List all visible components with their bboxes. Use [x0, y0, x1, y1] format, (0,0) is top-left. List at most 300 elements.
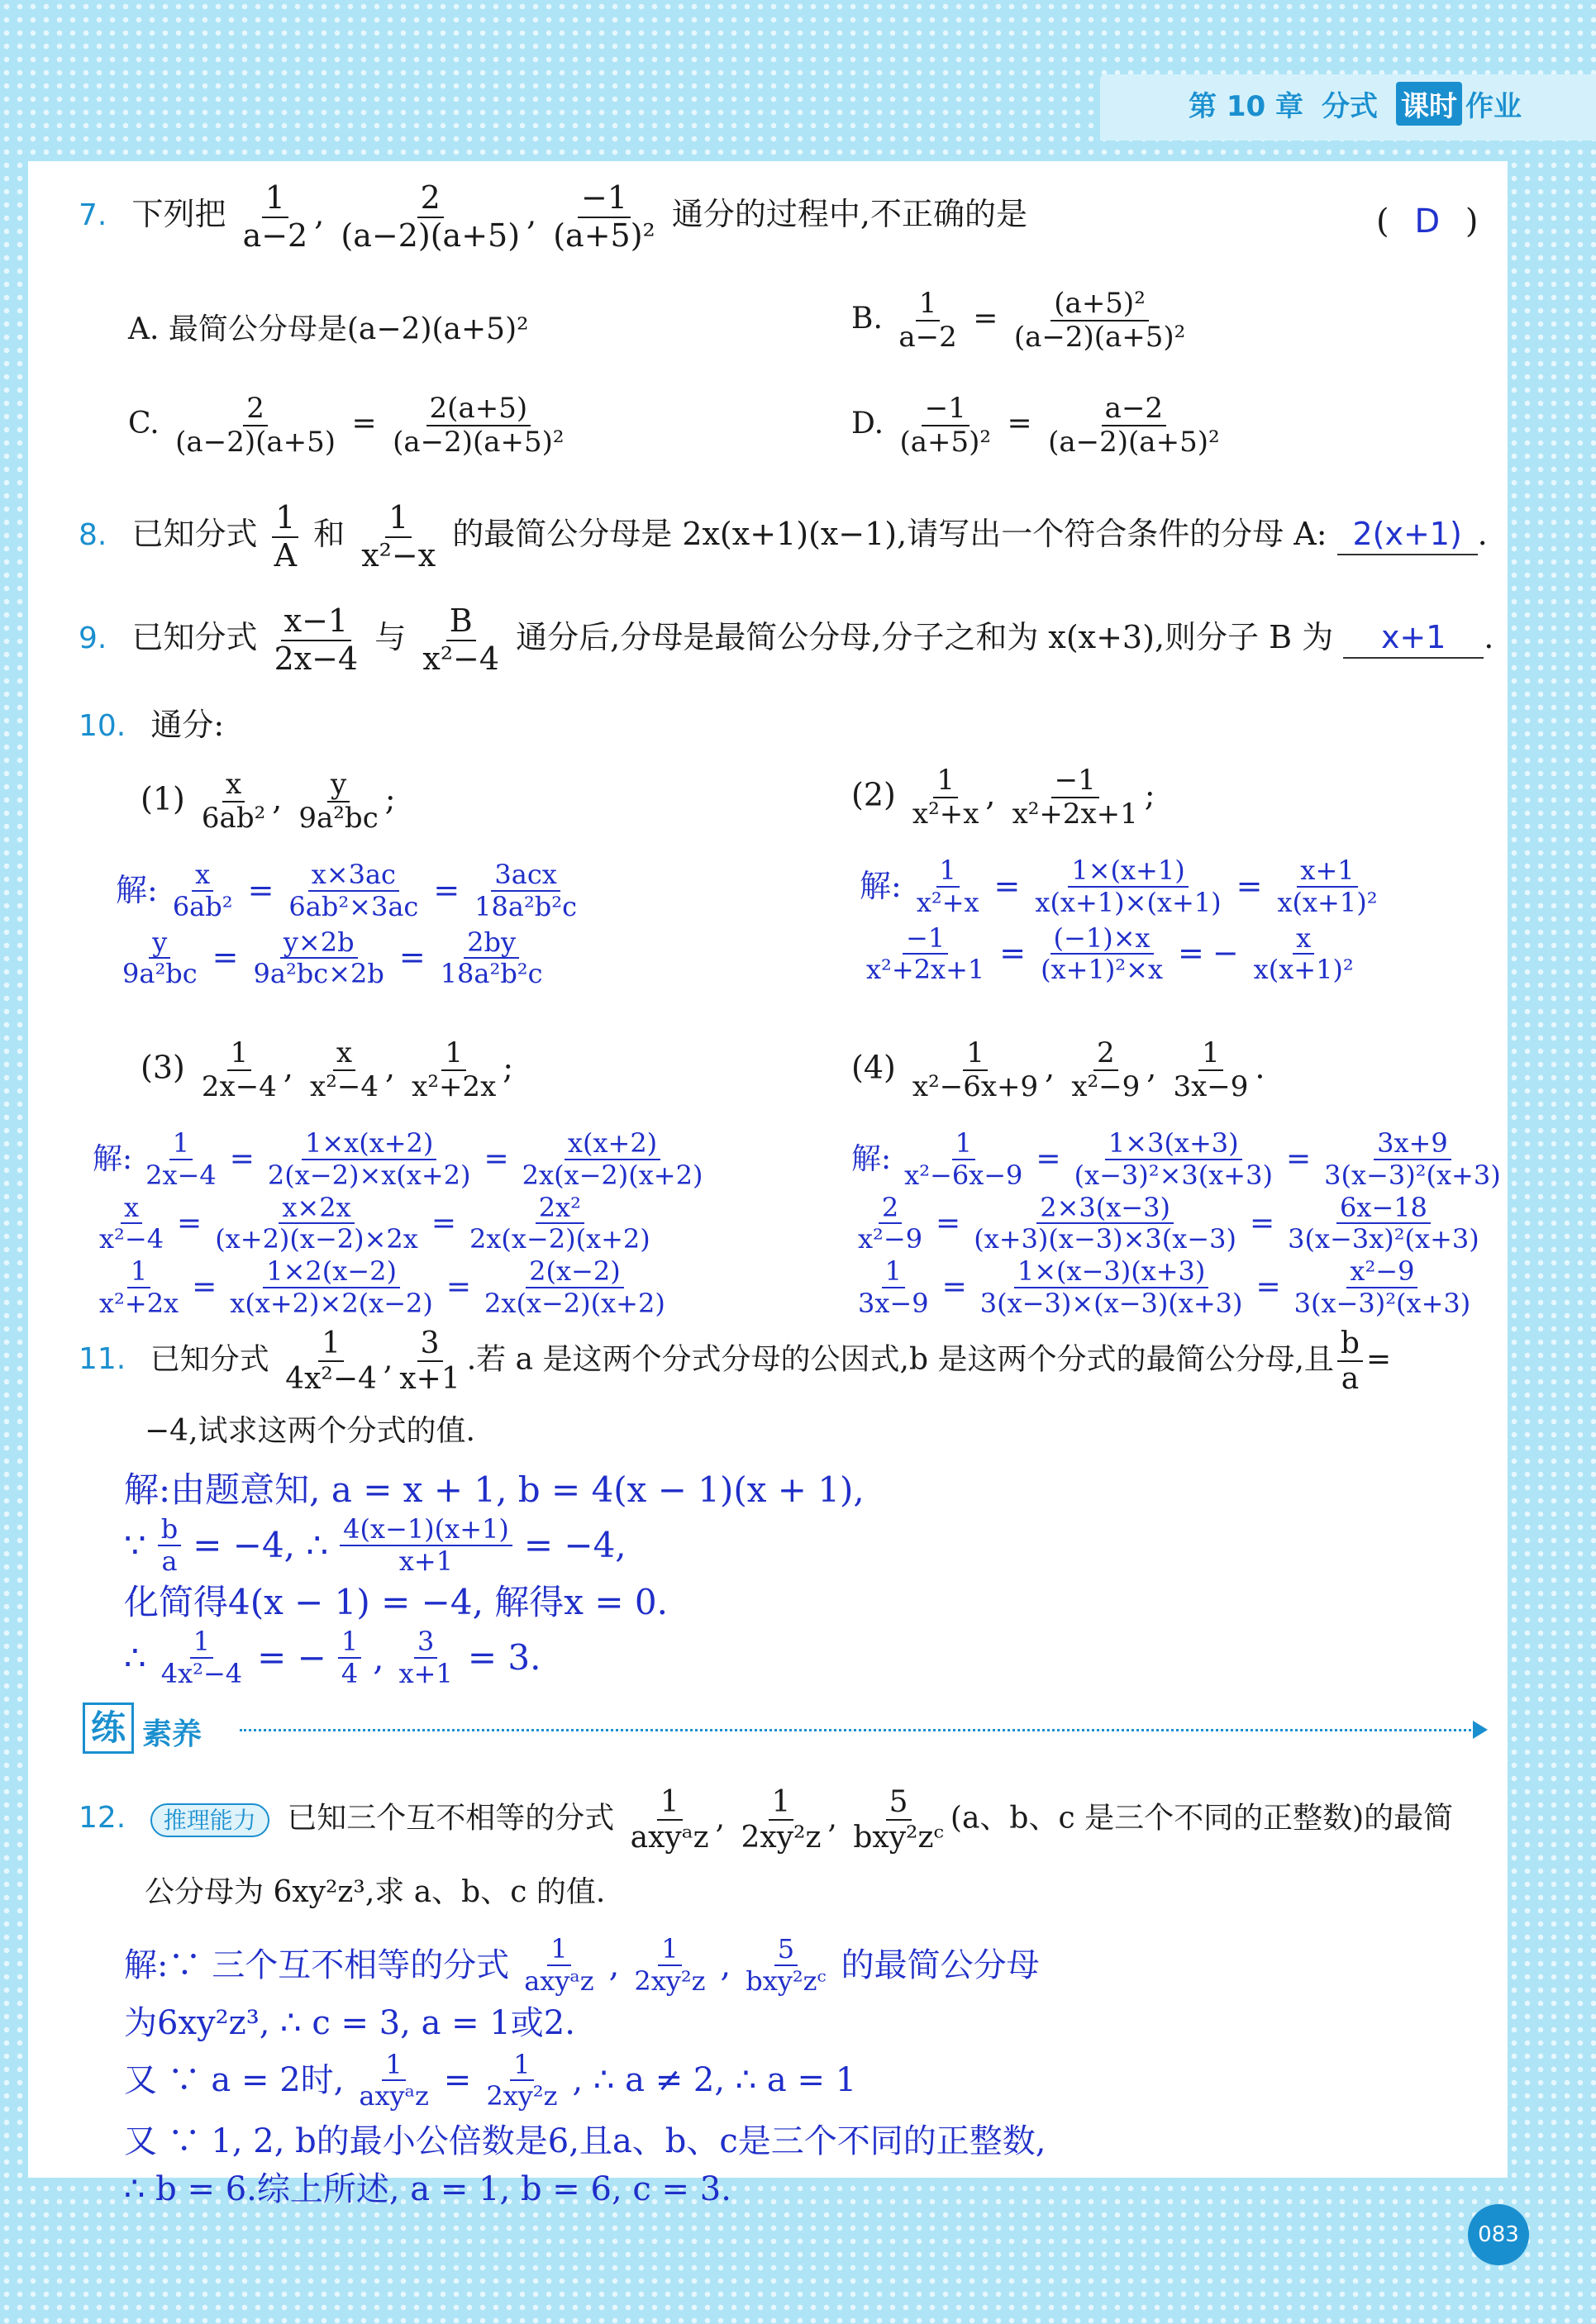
- fraction: [1031, 855, 1224, 918]
- numerator: 1: [262, 180, 288, 218]
- text: 的最简公分母: [841, 1945, 1040, 1984]
- fraction: [419, 603, 503, 677]
- equals: =: [431, 1206, 456, 1241]
- denominator: 3x−9: [1173, 1070, 1249, 1104]
- denominator: x²−6x+9: [912, 1070, 1039, 1104]
- denominator: (x−3)²×3(x+3): [1074, 1159, 1273, 1191]
- question-text: 已知三个互不相等的分式: [287, 1801, 615, 1836]
- fraction: [471, 860, 580, 922]
- solution-10-1: [116, 860, 584, 989]
- answer-blank: x+1: [1343, 619, 1484, 659]
- arrow-right-icon: [1473, 1721, 1488, 1739]
- numerator: 3: [414, 1626, 437, 1659]
- question-text: 下列把: [131, 196, 226, 233]
- question-text: 和: [313, 516, 345, 553]
- fraction: [1251, 923, 1357, 986]
- option-label: B.: [851, 302, 883, 336]
- denominator: x(x+1)²: [1277, 886, 1378, 918]
- solution-line: [124, 1514, 865, 1577]
- denominator: 4: [341, 1657, 359, 1689]
- q10-part-1: (1) $\frac{x}{\text{6ab²}}$ , $\frac{y}{\text{9a²bc}}$ ;: [141, 768, 396, 836]
- denominator: 3(x−3)²(x+3): [1324, 1159, 1501, 1191]
- denominator: 2xy²z: [741, 1821, 822, 1855]
- denominator: (a−2)(a+5)²: [393, 426, 565, 460]
- numerator: 1: [227, 1037, 252, 1071]
- numerator: 1: [916, 288, 941, 321]
- equals: =: [1255, 1270, 1281, 1305]
- denominator: 2x−4: [145, 1159, 217, 1191]
- fraction: [250, 927, 388, 990]
- option-a: A. 最简公分母是(a−2)(a+5)²: [128, 312, 529, 346]
- equals: =: [433, 871, 460, 908]
- text: 解:∵ 三个互不相等的分式: [124, 1945, 510, 1984]
- question-text: 与: [374, 619, 407, 656]
- text: 又 ∵ a = 2时,: [124, 2061, 345, 2100]
- denominator: 9a²bc: [298, 802, 379, 836]
- denominator: A: [274, 536, 298, 574]
- denominator: (x+3)(x−3)×3(x−3): [974, 1223, 1236, 1255]
- denominator: x²+2x: [99, 1287, 179, 1319]
- question-text: .若 a 是这两个分式分母的公因式,b 是这两个分式的最简公分母,且: [466, 1342, 1334, 1377]
- denominator: 2x−4: [274, 640, 359, 677]
- fraction: [481, 1256, 669, 1319]
- numerator: 1: [933, 764, 958, 798]
- equals: =: [484, 1142, 509, 1176]
- fraction: [169, 860, 236, 922]
- numerator: a−2: [1102, 393, 1166, 426]
- question-text: 已知分式: [150, 1342, 269, 1377]
- denominator: 3(x−3)×(x−3)(x+3): [979, 1287, 1243, 1319]
- numerator: 2(x−2): [526, 1256, 624, 1288]
- option-label: C.: [128, 407, 160, 441]
- topic-label: 分式: [1322, 89, 1378, 123]
- question-text: 已知分式: [131, 619, 258, 656]
- denominator: a−2: [242, 217, 308, 254]
- numerator: 1: [190, 1626, 213, 1659]
- fraction: [1170, 1037, 1251, 1103]
- numerator: 1: [952, 1128, 975, 1160]
- numerator: −1: [1051, 764, 1099, 798]
- text: ,: [373, 1636, 384, 1678]
- fraction: [895, 288, 960, 354]
- text: = 3.: [467, 1636, 541, 1678]
- question-8: [79, 500, 1488, 574]
- fraction: [142, 1128, 220, 1191]
- denominator: a−2: [898, 321, 957, 355]
- fraction: [358, 500, 439, 574]
- solution-line: ∴ b = 6.综上所述, a = 1, b = 6, c = 3.: [124, 2170, 731, 2209]
- brand-box: 课时: [1396, 82, 1462, 126]
- fraction: [198, 1037, 280, 1103]
- numerator: −1: [922, 393, 970, 426]
- denominator: (a−2)(a+5)²: [1048, 426, 1220, 460]
- denominator: x(x+1)²: [1253, 954, 1354, 986]
- denominator: axyᵃz: [630, 1821, 709, 1855]
- numerator: 2: [243, 393, 268, 426]
- answer-blank: 2(x+1): [1337, 516, 1478, 555]
- fraction: [631, 1934, 708, 1997]
- solution-line: 解:∵ 三个互不相等的分式 $\frac{1}{\text{axyᵃz}}$ , $\frac{1}{\text{2xy²z}}$ , $\frac{5}{\text{bxy²zᶜ}}$ 的最简公分母: [124, 1933, 1040, 1997]
- fraction: [271, 500, 300, 574]
- denominator: (a−2)(a+5): [175, 426, 336, 460]
- numerator: 1: [272, 500, 298, 538]
- punct: ;: [503, 1049, 514, 1086]
- equals: =: [247, 871, 274, 908]
- numerator: 2: [417, 180, 444, 218]
- denominator: x²−4: [99, 1223, 164, 1255]
- brand-text: 作业: [1465, 89, 1522, 123]
- chapter-label: 第 10 章: [1189, 89, 1303, 123]
- equals: =: [941, 1270, 967, 1305]
- question-number: 10.: [79, 709, 126, 743]
- answer-bracket: [1376, 202, 1478, 241]
- denominator: x²+2x+1: [1012, 798, 1138, 831]
- fraction: [1045, 393, 1222, 459]
- question-text: 的最简公分母是 2x(x+1)(x−1),请写出一个符合条件的分母 A:: [452, 516, 1327, 553]
- numerator: 1×3(x+3): [1105, 1128, 1242, 1160]
- denominator: x²−9: [858, 1223, 923, 1255]
- fraction: [896, 393, 994, 459]
- equals: =: [1236, 867, 1263, 904]
- solution-10-3: [93, 1128, 709, 1319]
- denominator: (x+1)²×x: [1041, 954, 1163, 986]
- numerator: 1: [936, 855, 960, 888]
- fraction: [282, 1326, 380, 1397]
- dotted-divider: [240, 1729, 1471, 1731]
- fraction: [271, 603, 362, 677]
- fraction: [226, 1256, 436, 1319]
- numerator: −1: [578, 180, 631, 218]
- equals: =: [1249, 1206, 1275, 1241]
- paren-close: ): [1465, 202, 1479, 240]
- fraction: [396, 1626, 456, 1689]
- fraction: [863, 923, 988, 986]
- question-10: [79, 707, 224, 745]
- part-label: (4): [851, 1049, 896, 1086]
- denominator: x+1: [398, 1657, 453, 1689]
- section-label: 素养: [142, 1717, 202, 1751]
- numerator: y×2b: [280, 927, 358, 960]
- question-number: 8.: [79, 518, 107, 553]
- question-number: 11.: [79, 1342, 126, 1377]
- fraction: [550, 180, 659, 254]
- numerator: 1: [127, 1256, 150, 1288]
- fraction: [738, 1785, 825, 1855]
- numerator: 3: [417, 1326, 443, 1362]
- question-text: 通分后,分母是最简公分母,分子之和为 x(x+3),则分子 B 为: [516, 619, 1334, 656]
- numerator: 1: [963, 1037, 988, 1071]
- solution-label: 解:: [116, 871, 158, 908]
- numerator: 1: [338, 1626, 361, 1659]
- fraction: [408, 1037, 499, 1103]
- punct: ;: [1144, 776, 1155, 813]
- denominator: 4x²−4: [285, 1362, 377, 1397]
- minus-sign: −: [1212, 935, 1239, 972]
- fraction: [158, 1626, 245, 1689]
- numerator: 1: [882, 1256, 905, 1288]
- denominator: x²+x: [916, 886, 979, 918]
- fraction: [337, 180, 523, 254]
- q10-part-3: (3) $\frac{1}{2x-4}$ , $\frac{x}{\text{x²−4}}$ , $\frac{1}{\text{x²+2x}}$ ;: [141, 1036, 514, 1104]
- denominator: 9a²bc×2b: [253, 958, 384, 990]
- period: .: [1484, 619, 1494, 656]
- section-header: [83, 1703, 1488, 1752]
- equals: =: [973, 302, 998, 336]
- denominator: 3(x−3)²(x+3): [1293, 1287, 1471, 1319]
- solution-11: [124, 1471, 865, 1689]
- numerator: 3acx: [491, 860, 560, 892]
- equals: =: [936, 1206, 961, 1241]
- text: , ∴ a ≠ 2, ∴ a = 1: [572, 2061, 857, 2100]
- fraction: [212, 1193, 422, 1255]
- denominator: (a−2)(a+5): [341, 217, 521, 254]
- numerator: 1: [1198, 1037, 1223, 1071]
- numerator: 1: [382, 2050, 405, 2082]
- fraction: [1071, 1128, 1276, 1191]
- fraction: [909, 764, 982, 831]
- numerator: −1: [903, 923, 948, 955]
- solution-line: [124, 2050, 1046, 2112]
- fraction: [1321, 1128, 1504, 1191]
- fraction: [295, 769, 381, 835]
- numerator: 1: [510, 2050, 533, 2082]
- option-c: [128, 393, 571, 459]
- numerator: 1: [657, 1785, 683, 1821]
- denominator: (a+5)²: [899, 426, 992, 460]
- numerator: 4(x−1)(x+1): [340, 1514, 512, 1546]
- numerator: 1: [441, 1037, 466, 1071]
- denominator: x(x+1)×(x+1): [1035, 886, 1222, 918]
- question-12-line2: 公分母为 6xy²z³,求 a、b、c 的值.: [145, 1875, 606, 1909]
- denominator: x²−9: [1071, 1070, 1141, 1104]
- denominator: x(x+2)×2(x−2): [230, 1287, 433, 1319]
- denominator: a: [1341, 1362, 1360, 1397]
- fraction: [855, 1256, 932, 1319]
- comma: ,: [383, 1342, 393, 1377]
- denominator: (a+5)²: [553, 217, 655, 254]
- answer-choice: D: [1414, 202, 1441, 240]
- fraction: [627, 1785, 712, 1855]
- question-number: 9.: [79, 621, 107, 656]
- equals: =: [1007, 407, 1032, 441]
- denominator: x²−6x−9: [904, 1159, 1023, 1191]
- equals: =: [999, 935, 1027, 972]
- question-11-line2: −4,试求这两个分式的值.: [145, 1414, 475, 1448]
- text: = −: [257, 1636, 326, 1678]
- question-7: 7. 下列把 $\frac{1}{a-2}$ , $\frac{2}{(a-2)(a+5)}$ , $\frac{-1}{\text{(a+5)²}}$ 通分的过程中,不正确的是: [79, 179, 1027, 254]
- solution-10-4: [851, 1128, 1508, 1319]
- fraction: [1068, 1037, 1143, 1103]
- solution-line: 解:由题意知, a = x + 1, b = 4(x − 1)(x + 1),: [124, 1469, 865, 1510]
- numerator: b: [158, 1514, 181, 1546]
- fraction: [913, 855, 983, 918]
- denominator: (x+2)(x−2)×2x: [215, 1223, 418, 1255]
- numerator: x+1: [1297, 855, 1357, 888]
- fraction: [977, 1256, 1246, 1319]
- numerator: 3x+9: [1374, 1128, 1451, 1160]
- question-number: 7.: [79, 198, 107, 233]
- fraction: [307, 1037, 382, 1103]
- part-label: (2): [851, 776, 896, 813]
- numerator: 5: [886, 1785, 912, 1821]
- numerator: 2: [1093, 1037, 1118, 1071]
- fraction: [285, 860, 422, 922]
- skill-tag: 推理能力: [150, 1803, 269, 1838]
- option-b: [851, 288, 1192, 354]
- punct: ;: [384, 780, 396, 817]
- denominator: bxy²zᶜ: [853, 1821, 944, 1855]
- fraction: [466, 1193, 654, 1255]
- equals: =: [1285, 1142, 1312, 1176]
- denominator: x+1: [398, 1545, 454, 1577]
- period: .: [1477, 516, 1488, 553]
- therefore-symbol: ∴: [124, 1636, 146, 1678]
- solution-line: [124, 1626, 865, 1689]
- punct: .: [1255, 1049, 1265, 1086]
- fraction: [96, 1256, 182, 1319]
- solution-label: 解:: [860, 867, 902, 904]
- numerator: 1: [169, 1128, 193, 1160]
- numerator: B: [446, 603, 476, 641]
- equals: =: [192, 1270, 217, 1305]
- numerator: 5: [774, 1934, 798, 1966]
- fraction: [1284, 1193, 1483, 1255]
- numerator: 2: [879, 1193, 902, 1225]
- denominator: 2xy²z: [486, 2080, 558, 2112]
- fraction: [1337, 1326, 1363, 1397]
- equals: =: [177, 1206, 202, 1241]
- denominator: axyᵃz: [359, 2080, 429, 2112]
- question-number: 12.: [79, 1801, 126, 1836]
- page-header: [1189, 83, 1522, 124]
- numerator: y: [149, 927, 170, 960]
- question-9: [79, 603, 1494, 677]
- equals: =: [398, 939, 426, 976]
- fraction: [901, 1128, 1026, 1191]
- fraction: [172, 393, 339, 459]
- question-12: 12. 推理能力 已知三个互不相等的分式 $\frac{1}{\text{axyᵃz}}$ , $\frac{1}{\text{2xy²z}}$ , $\frac{5}{\text{bxy²zᶜ}}$ (a、b、c 是三个不同的正整数)的最简: [79, 1785, 1454, 1855]
- solution-12: [124, 1934, 1046, 2207]
- denominator: 2x−4: [201, 1070, 277, 1104]
- denominator: (a−2)(a+5)²: [1013, 321, 1186, 355]
- solution-line: 化简得4(x − 1) = −4, 解得x = 0.: [124, 1581, 668, 1622]
- fraction: [1011, 288, 1189, 354]
- fraction: [264, 1128, 474, 1191]
- numerator: 1×(x−3)(x+3): [1014, 1256, 1209, 1288]
- question-text: =: [1365, 1342, 1392, 1377]
- brand-logo: [1396, 82, 1522, 126]
- numerator: 1: [385, 500, 412, 538]
- fraction: [521, 1934, 597, 1997]
- equals: =: [1036, 1142, 1061, 1176]
- denominator: 2x(x−2)(x+2): [484, 1287, 665, 1319]
- denominator: x+1: [399, 1362, 460, 1397]
- fraction: [1291, 1256, 1475, 1319]
- solution-line: 为6xy²z³, ∴ c = 3, a = 1或2.: [124, 2003, 575, 2042]
- denominator: 18a²b²c: [440, 958, 543, 990]
- denominator: x²+2x+1: [866, 954, 985, 986]
- numerator: x: [222, 769, 245, 802]
- text: = −4,: [523, 1524, 626, 1565]
- fraction: [519, 1128, 707, 1191]
- numerator: (−1)×x: [1051, 923, 1154, 955]
- fraction: [338, 1626, 361, 1689]
- question-text: 通分的过程中,不正确的是: [671, 196, 1027, 233]
- numerator: 1×x(x+2): [302, 1128, 436, 1160]
- fraction: [198, 769, 269, 835]
- solution-10-2: [860, 855, 1384, 985]
- fraction: [970, 1193, 1240, 1255]
- numerator: b: [1337, 1326, 1363, 1362]
- numerator: x−1: [281, 603, 351, 641]
- denominator: 2(x−2)×x(x+2): [267, 1159, 471, 1191]
- q10-part-4: (4) $\frac{1}{\text{x²−6x+9}}$ , $\frac{2}{\text{x²−9}}$ , $\frac{1}{3x-9}$ .: [851, 1036, 1265, 1104]
- equals: =: [445, 1270, 472, 1305]
- question-text: 已知分式: [131, 516, 258, 553]
- denominator: 2x(x−2)(x+2): [522, 1159, 703, 1191]
- option-label: D.: [851, 407, 884, 441]
- denominator: x²+2x: [412, 1070, 497, 1104]
- fraction: [389, 393, 567, 459]
- numerator: 2x²: [536, 1193, 584, 1225]
- q10-part-2: (2) $\frac{1}{\text{x²+x}}$ , $\frac{-1}{\text{x²+2x+1}}$ ;: [851, 764, 1155, 831]
- fraction: [909, 1037, 1041, 1103]
- numerator: x: [121, 1193, 142, 1225]
- solution-label: 解:: [93, 1142, 133, 1176]
- denominator: 3(x−3x)²(x+3): [1288, 1223, 1479, 1255]
- numerator: (a+5)²: [1051, 288, 1149, 321]
- fraction: [355, 2050, 431, 2112]
- denominator: 4x²−4: [160, 1657, 243, 1689]
- denominator: x²−4: [310, 1070, 379, 1104]
- denominator: 6ab²: [172, 890, 233, 922]
- solution-label: 解:: [851, 1142, 892, 1176]
- fraction: [340, 1514, 512, 1577]
- numerator: x²−9: [1346, 1256, 1417, 1288]
- numerator: x: [1293, 923, 1314, 955]
- numerator: x: [192, 860, 213, 892]
- fraction: [1274, 855, 1380, 918]
- equals: =: [212, 939, 239, 976]
- numerator: 1: [769, 1785, 794, 1821]
- fraction: [158, 1514, 181, 1577]
- text: = −4, ∴: [193, 1524, 329, 1565]
- fraction: [396, 1326, 463, 1397]
- option-d: [851, 393, 1227, 459]
- denominator: x²+x: [912, 798, 979, 831]
- denominator: x²−4: [422, 640, 500, 677]
- part-label: (1): [141, 780, 185, 817]
- denominator: 18a²b²c: [474, 890, 578, 922]
- numerator: 2×3(x−3): [1036, 1193, 1174, 1225]
- fraction: [855, 1193, 926, 1255]
- fraction: [437, 927, 546, 990]
- equals: =: [993, 867, 1021, 904]
- question-text: (a、b、c 是三个不同的正整数)的最简: [950, 1801, 1454, 1836]
- fraction: [483, 2050, 560, 2112]
- numerator: 2by: [464, 927, 519, 960]
- denominator: x²−x: [361, 536, 436, 574]
- numerator: 6x−18: [1336, 1193, 1431, 1225]
- question-11: [79, 1326, 1391, 1397]
- page-number: 083: [1468, 2204, 1529, 2265]
- denominator: 2xy²z: [634, 1964, 706, 1997]
- denominator: bxy²zᶜ: [746, 1964, 827, 1997]
- denominator: 3x−9: [858, 1287, 929, 1319]
- numerator: 1: [658, 1934, 681, 1966]
- fraction: [119, 927, 201, 990]
- fraction: [1009, 764, 1141, 831]
